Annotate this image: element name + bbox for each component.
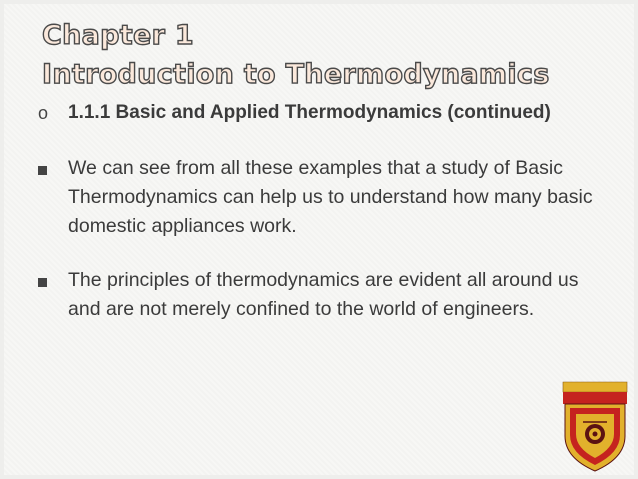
bullet-item-heading <box>38 98 598 129</box>
ngee-ann-polytechnic-logo-icon <box>561 378 629 473</box>
bullet-text: We can see from all these examples that a study of Basic Thermodynamics can help us to understand how many basic domestic appliances work. <box>68 157 593 237</box>
square-bullet-icon <box>38 266 68 297</box>
bullet-text: 1.1.1 Basic and Applied Thermodynamics (continued) <box>68 102 551 123</box>
bullet-text: The principles of thermodynamics are evident all around us and are not merely confined to the world of engineers. <box>68 269 579 320</box>
slide-content <box>38 98 598 349</box>
title-line-chapter: Chapter 1 <box>42 20 195 51</box>
square-bullet-icon <box>38 154 68 185</box>
circle-bullet-icon: o <box>38 103 49 123</box>
bullet-item-principles <box>38 266 598 324</box>
slide-title <box>42 16 550 94</box>
bullet-item-examples <box>38 154 598 241</box>
title-line-topic: Introduction to Thermodynamics <box>42 59 550 90</box>
